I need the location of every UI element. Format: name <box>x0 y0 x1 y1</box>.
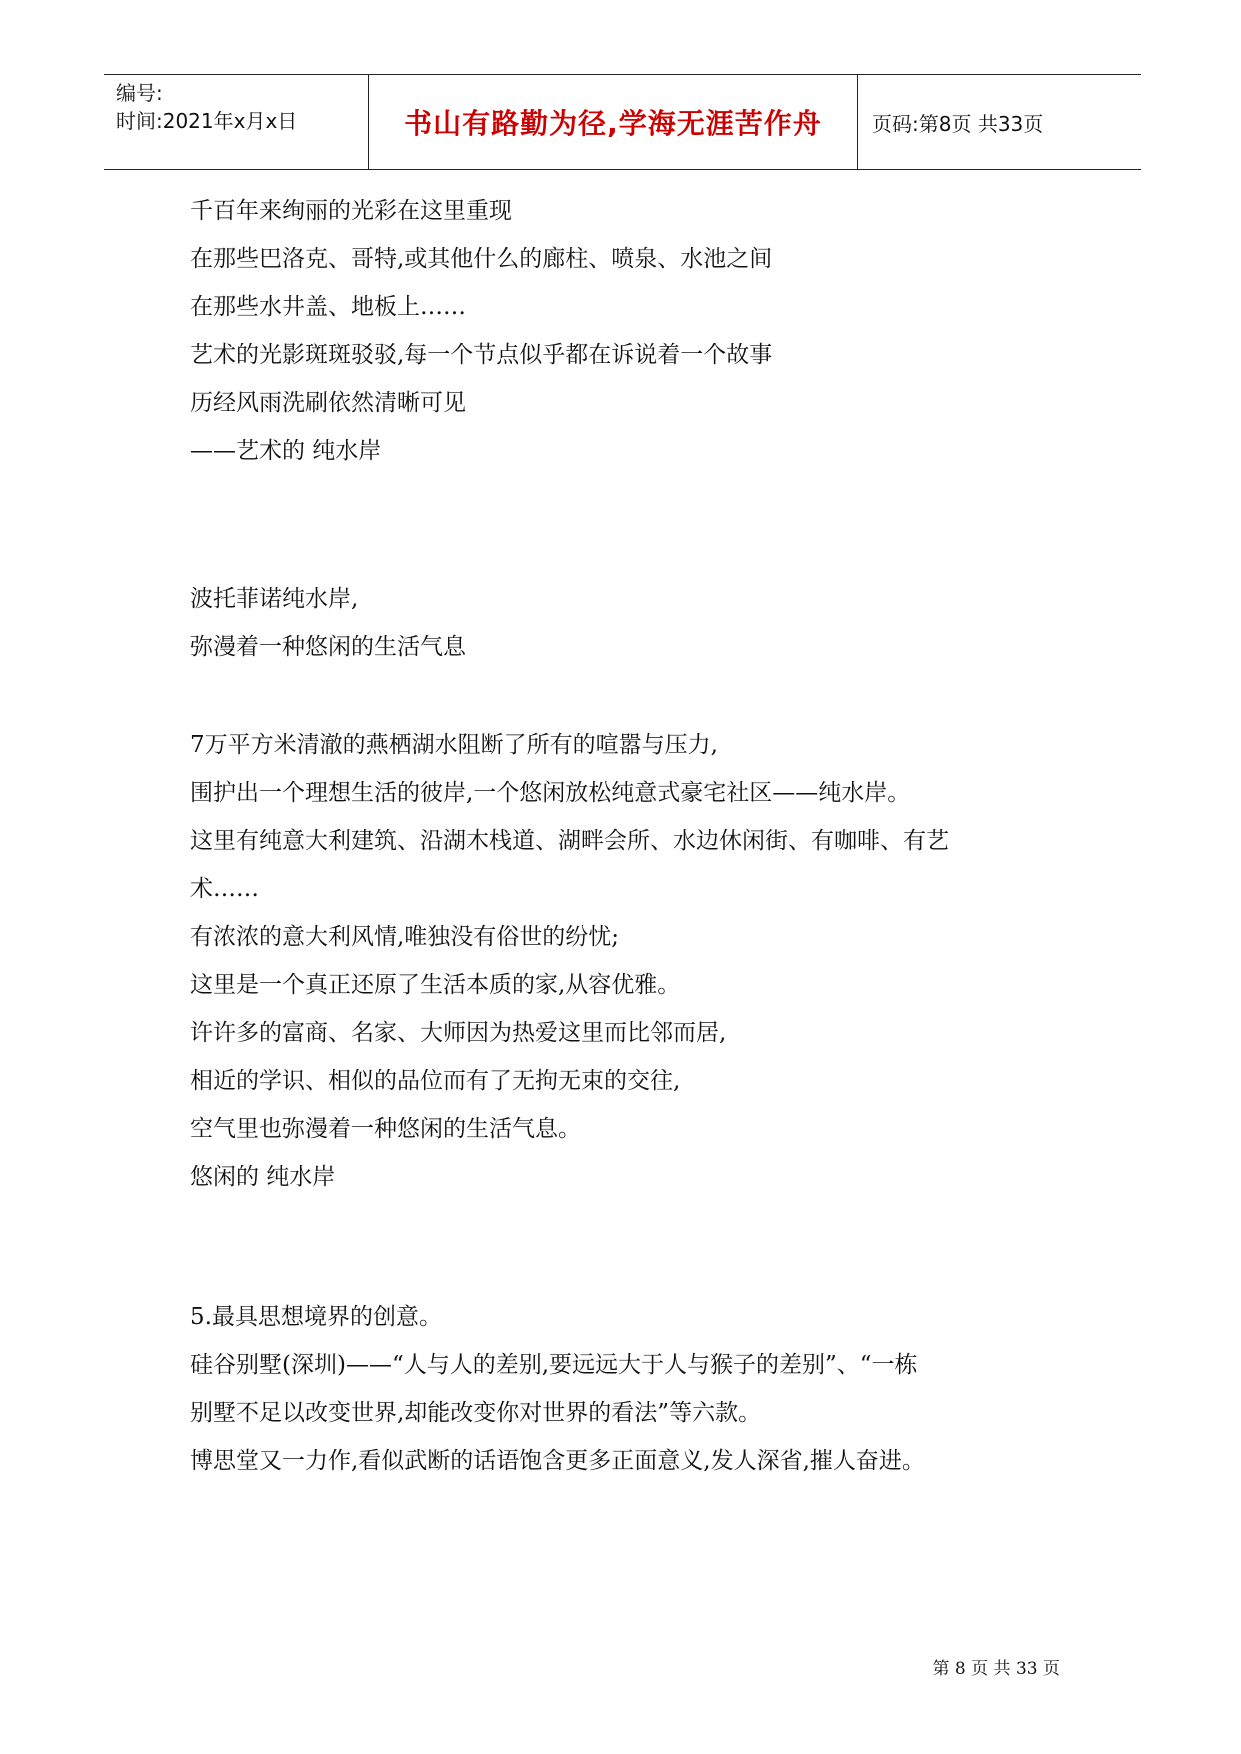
serial-label: 编号: <box>116 81 163 105</box>
body-line: 别墅不足以改变世界,却能改变你对世界的看法”等六款。 <box>190 1400 762 1426</box>
header-page-info: 页码:第8页 共33页 <box>872 111 1044 136</box>
body-line: 悠闲的 纯水岸 <box>190 1164 336 1190</box>
body-line: 相近的学识、相似的品位而有了无拘无束的交往, <box>190 1068 681 1094</box>
header-meta <box>116 79 297 135</box>
page-footer: 第 8 页 共 33 页 <box>932 1659 1060 1679</box>
body-line: 历经风雨洗刷依然清晰可见 <box>190 390 466 416</box>
body-line: 艺术的光影斑斑驳驳,每一个节点似乎都在诉说着一个故事 <box>190 342 773 368</box>
body-line: 有浓浓的意大利风情,唯独没有俗世的纷忧; <box>190 924 620 950</box>
body-line: 在那些巴洛克、哥特,或其他什么的廊柱、喷泉、水池之间 <box>190 246 773 272</box>
body-line: 7万平方米清澈的燕栖湖水阻断了所有的喧嚣与压力, <box>190 732 718 758</box>
body-line: 空气里也弥漫着一种悠闲的生活气息。 <box>190 1116 581 1142</box>
body-line: 围护出一个理想生活的彼岸,一个悠闲放松纯意式豪宅社区——纯水岸。 <box>190 780 911 806</box>
body-line: 硅谷别墅(深圳)——“人与人的差别,要远远大于人与猴子的差别”、“一栋 <box>190 1352 918 1378</box>
body-line: 千百年来绚丽的光彩在这里重现 <box>190 198 512 224</box>
body-line: 博思堂又一力作,看似武断的话语饱含更多正面意义,发人深省,摧人奋进。 <box>190 1448 925 1474</box>
body-line: 波托菲诺纯水岸, <box>190 586 359 612</box>
body-line: 这里是一个真正还原了生活本质的家,从容优雅。 <box>190 972 681 998</box>
header-divider-right <box>857 75 858 169</box>
body-line: 弥漫着一种悠闲的生活气息 <box>190 634 466 660</box>
time-label: 时间:2021年x月x日 <box>116 109 298 133</box>
body-line: 在那些水井盖、地板上…… <box>190 294 466 320</box>
section-heading: 5.最具思想境界的创意。 <box>190 1304 442 1330</box>
body-line: 许许多的富商、名家、大师因为热爱这里而比邻而居, <box>190 1020 727 1046</box>
body-line: 术…… <box>190 876 259 902</box>
body-line: 这里有纯意大利建筑、沿湖木栈道、湖畔会所、水边休闲街、有咖啡、有艺 <box>190 828 949 854</box>
header-motto: 书山有路勤为径,学海无涯苦作舟 <box>404 107 822 140</box>
body-line: ——艺术的 纯水岸 <box>190 438 382 464</box>
page-header <box>104 74 1141 170</box>
